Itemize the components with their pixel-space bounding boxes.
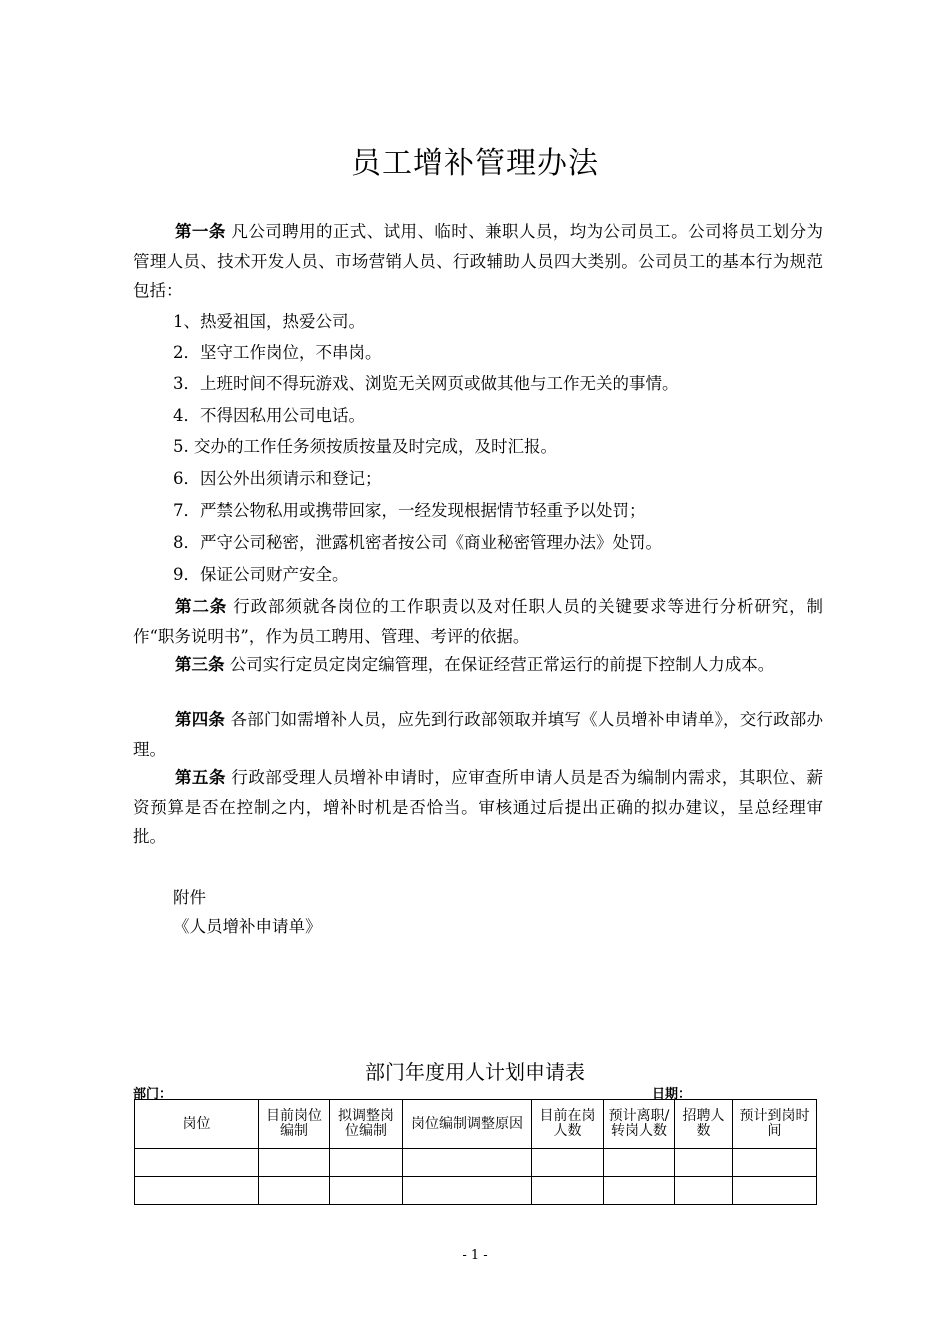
article-1-head: 第一条	[175, 222, 226, 241]
col-header-arrival-time: 预计到岗时间	[733, 1100, 817, 1149]
form-title: 部门年度用人计划申请表	[365, 1060, 585, 1084]
table-cell[interactable]	[604, 1177, 675, 1205]
article-2-head: 第二条	[175, 597, 228, 616]
article-5-head: 第五条	[175, 768, 226, 787]
table-row	[135, 1149, 817, 1177]
col-header-current-quota: 目前岗位编制	[259, 1100, 330, 1149]
table-cell[interactable]	[135, 1149, 259, 1177]
table-cell[interactable]	[604, 1149, 675, 1177]
col-header-adjust-reason: 岗位编制调整原因	[403, 1100, 532, 1149]
attachment-name: 《人员增补申请单》	[173, 917, 322, 936]
article-2	[133, 592, 823, 651]
table-cell[interactable]	[330, 1177, 403, 1205]
rule-item-4: 4．不得因私用公司电话。	[173, 406, 365, 425]
article-3-text: 公司实行定员定岗定编管理，在保证经营正常运行的前提下控制人力成本。	[224, 655, 775, 674]
table-cell[interactable]	[733, 1149, 817, 1177]
dept-label: 部门：	[133, 1087, 173, 1102]
table-row	[135, 1177, 817, 1205]
article-4	[133, 705, 823, 764]
document-title: 员工增补管理办法	[351, 146, 599, 181]
article-3-head: 第三条	[175, 655, 225, 674]
table-cell[interactable]	[259, 1177, 330, 1205]
article-4-head: 第四条	[175, 710, 226, 729]
article-3	[133, 650, 823, 680]
page-number: - 1 -	[462, 1248, 488, 1263]
table-cell[interactable]	[330, 1149, 403, 1177]
rule-item-5: 5. 交办的工作任务须按质按量及时完成，及时汇报。	[173, 437, 557, 456]
table-cell[interactable]	[403, 1149, 532, 1177]
table-cell[interactable]	[532, 1177, 604, 1205]
attachment-label: 附件	[173, 888, 206, 907]
table-cell[interactable]	[733, 1177, 817, 1205]
table-cell[interactable]	[532, 1149, 604, 1177]
table-cell[interactable]	[259, 1149, 330, 1177]
article-4-text: 各部门如需增补人员，应先到行政部领取并填写《人员增补申请单》，交行政部办理。	[133, 710, 823, 759]
article-5	[133, 763, 823, 852]
table-cell[interactable]	[403, 1177, 532, 1205]
article-1	[133, 217, 823, 306]
col-header-position: 岗位	[135, 1100, 259, 1149]
rule-item-8: 8．严守公司秘密，泄露机密者按公司《商业秘密管理办法》处罚。	[173, 533, 662, 552]
rule-item-3: 3．上班时间不得玩游戏、浏览无关网页或做其他与工作无关的事情。	[173, 374, 679, 393]
article-2-text: 行政部须就各岗位的工作职责以及对任职人员的关键要求等进行分析研究，制作“职务说明书”，作为员工聘用、管理、考评的依据。	[133, 597, 824, 646]
article-5-text: 行政部受理人员增补申请时，应审查所申请人员是否为编制内需求，其职位、薪资预算是否在控制之内，增补时机是否恰当。审核通过后提出正确的拟办建议，呈总经理审批。	[133, 768, 824, 846]
table-cell[interactable]	[675, 1149, 733, 1177]
rule-item-6: 6．因公外出须请示和登记；	[173, 469, 382, 488]
rule-item-2: 2．坚守工作岗位，不串岗。	[173, 343, 382, 362]
table-header-row	[135, 1100, 817, 1149]
table-cell[interactable]	[135, 1177, 259, 1205]
col-header-hire-count: 招聘人数	[675, 1100, 733, 1149]
plan-table	[134, 1099, 817, 1205]
col-header-proposed-quota: 拟调整岗位编制	[330, 1100, 403, 1149]
col-header-current-staff: 目前在岗人数	[532, 1100, 604, 1149]
rule-item-9: 9．保证公司财产安全。	[173, 565, 349, 584]
table-cell[interactable]	[675, 1177, 733, 1205]
article-1-text: 凡公司聘用的正式、试用、临时、兼职人员，均为公司员工。公司将员工划分为管理人员、技术开发人员、市场营销人员、行政辅助人员四大类别。公司员工的基本行为规范包括：	[133, 222, 824, 300]
rule-item-7: 7．严禁公物私用或携带回家，一经发现根据情节轻重予以处罚；	[173, 501, 646, 520]
date-label: 日期：	[652, 1087, 692, 1102]
col-header-expected-leave: 预计离职/转岗人数	[604, 1100, 675, 1149]
rule-item-1: 1、热爱祖国，热爱公司。	[173, 312, 365, 331]
